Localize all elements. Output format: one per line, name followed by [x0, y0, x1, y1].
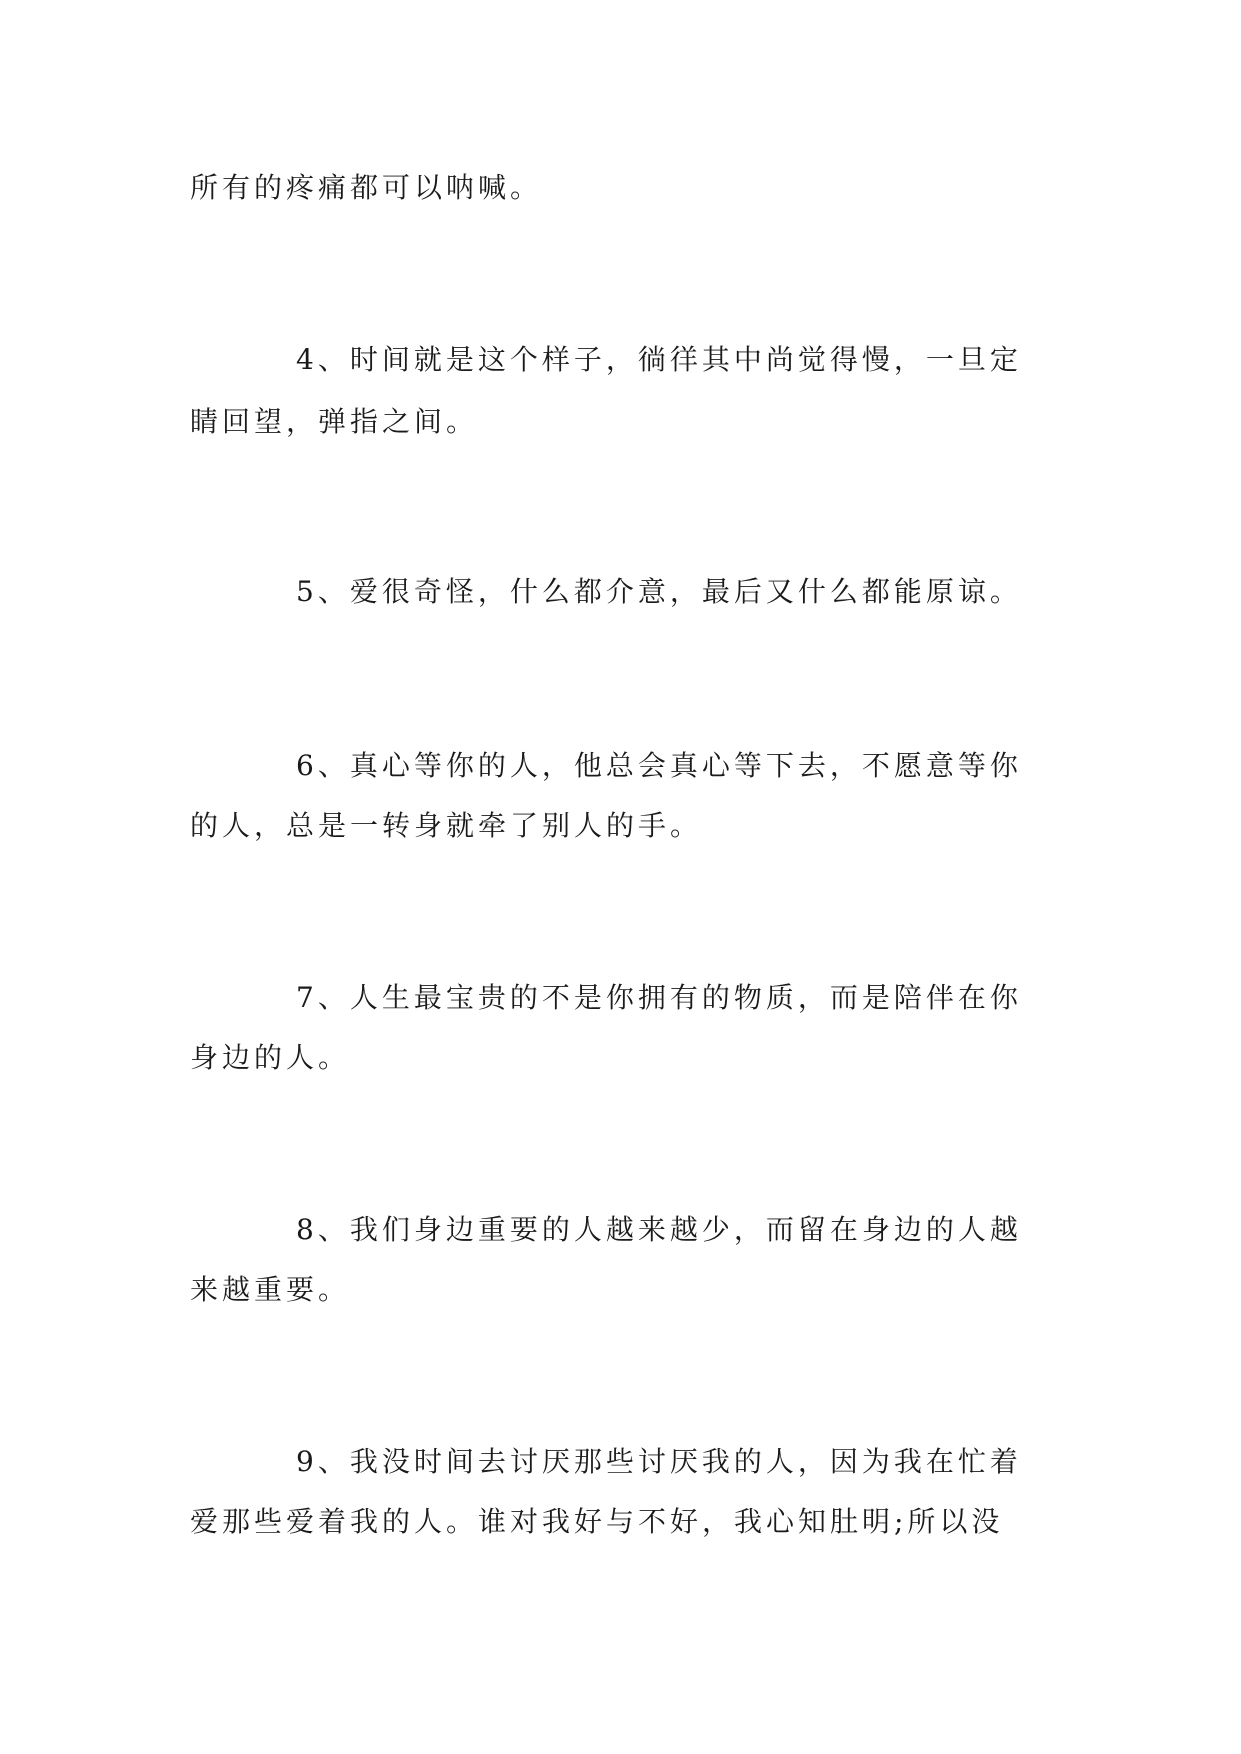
paragraph-line: 8、我们身边重要的人越来越少，而留在身边的人越: [296, 1213, 1022, 1246]
paragraph-line: 身边的人。: [190, 1041, 351, 1074]
paragraph-line: 爱那些爱着我的人。谁对我好与不好，我心知肚明;所以没: [190, 1505, 1004, 1538]
paragraph-line: 所有的疼痛都可以呐喊。: [190, 171, 543, 204]
paragraph-line: 的人，总是一转身就牵了别人的手。: [190, 809, 703, 842]
paragraph-line: 7、人生最宝贵的不是你拥有的物质，而是陪伴在你: [296, 981, 1022, 1014]
paragraph-line: 4、时间就是这个样子，徜徉其中尚觉得慢，一旦定: [296, 343, 1022, 376]
paragraph-line: 来越重要。: [190, 1273, 351, 1306]
paragraph-line: 睛回望，弹指之间。: [190, 405, 479, 438]
paragraph-line: 5、爱很奇怪，什么都介意，最后又什么都能原谅。: [296, 575, 1022, 608]
paragraph-line: 9、我没时间去讨厌那些讨厌我的人，因为我在忙着: [296, 1445, 1022, 1478]
paragraph-line: 6、真心等你的人，他总会真心等下去，不愿意等你: [296, 749, 1022, 782]
